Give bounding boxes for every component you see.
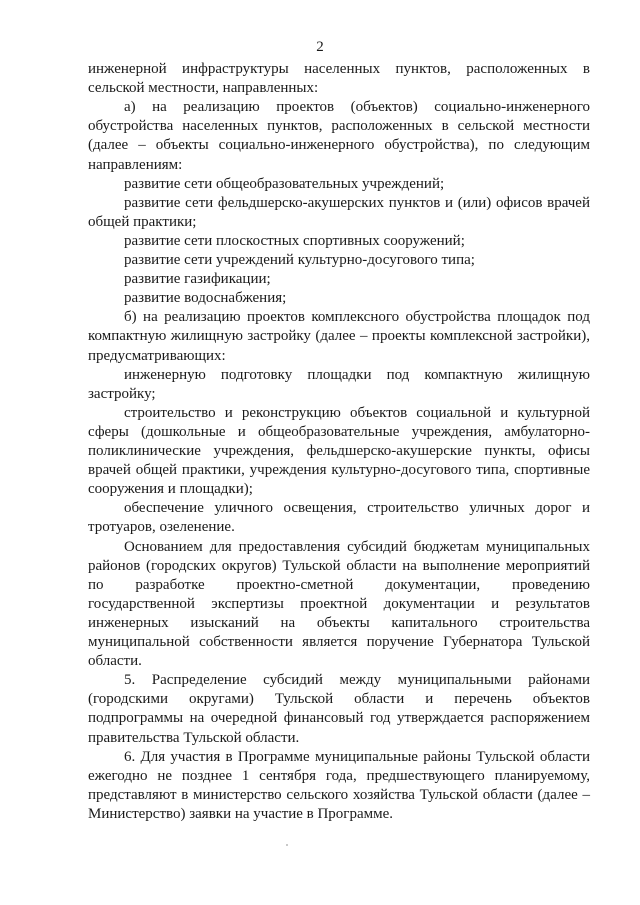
- text-line: предусматривающих:: [88, 348, 226, 364]
- text-line: ежегодно не позднее 1 сентября года, предшествующего планируемому,: [88, 768, 590, 784]
- text-line: муниципальной собственности является поручение Губернатора Тульской: [88, 634, 590, 650]
- text-line: развитие сети плоскостных спортивных сооружений;: [124, 233, 465, 249]
- text-line: подпрограммы на очередной финансовый год утверждается распоряжением: [88, 710, 590, 726]
- text-line: сельской местности, направленных:: [88, 80, 319, 96]
- text-line: направлениям:: [88, 157, 183, 173]
- text-line: поликлинические учреждения, фельдшерско-акушерские пункты, офисы: [88, 443, 590, 459]
- text-line: развитие сети общеобразовательных учреждений;: [124, 176, 445, 192]
- text-line: б) на реализацию проектов комплексного обустройства площадок под: [124, 309, 590, 325]
- text-line: развитие газификации;: [124, 271, 271, 287]
- text-line: 5. Распределение субсидий между муниципальными районами: [124, 672, 590, 688]
- text-line: (далее – объекты социально-инженерного обустройства), по следующим: [88, 137, 590, 153]
- text-line: развитие сети учреждений культурно-досугового типа;: [124, 252, 475, 268]
- text-line: врачей общей практики, учреждения культурно-досугового типа, спортивные: [88, 462, 590, 478]
- text-line: общей практики;: [88, 214, 197, 230]
- text-line: а) на реализацию проектов (объектов) социально-инженерного: [124, 99, 590, 115]
- text-line: строительство и реконструкцию объектов социальной и культурной: [124, 405, 590, 421]
- text-line: по разработке проектно-сметной документации, проведению: [88, 577, 590, 593]
- text-line: тротуаров, озеленение.: [88, 519, 235, 535]
- text-line: правительства Тульской области.: [88, 730, 300, 746]
- text-line: инженерных изысканий на объекты капитального строительства: [88, 615, 590, 631]
- text-line: области.: [88, 653, 142, 669]
- text-line: районов (городских округов) Тульской области на выполнение мероприятий: [88, 558, 590, 574]
- text-line: Основанием для предоставления субсидий бюджетам муниципальных: [124, 539, 590, 555]
- text-line: компактную жилищную застройку (далее – проекты комплексной застройки),: [88, 328, 590, 344]
- text-line: (городскими округами) Тульской области и перечень объектов: [88, 691, 590, 707]
- page-number: 2: [316, 39, 324, 55]
- text-line: обеспечение уличного освещения, строительство уличных дорог и: [124, 500, 590, 516]
- text-line: обустройства населенных пунктов, расположенных в сельской местности: [88, 118, 590, 134]
- text-line: представляют в министерство сельского хозяйства Тульской области (далее –: [88, 787, 590, 803]
- text-line: развитие водоснабжения;: [124, 290, 287, 306]
- text-line: инженерную подготовку площадки под компактную жилищную: [124, 367, 590, 383]
- text-line: застройку;: [88, 386, 156, 402]
- text-line: развитие сети фельдшерско-акушерских пунктов и (или) офисов врачей: [124, 195, 590, 211]
- text-line: Министерство) заявки на участие в Программе.: [88, 806, 394, 822]
- text-line: государственной экспертизы проектной документации и результатов: [88, 596, 590, 612]
- text-line: сферы (дошкольные и общеобразовательные учреждения, амбулаторно-: [88, 424, 590, 440]
- text-line: 6. Для участия в Программе муниципальные районы Тульской области: [124, 749, 590, 765]
- text-line: инженерной инфраструктуры населенных пунктов, расположенных в: [88, 61, 590, 77]
- text-line: сооружения и площадки);: [88, 481, 253, 497]
- scan-speck: [286, 844, 288, 846]
